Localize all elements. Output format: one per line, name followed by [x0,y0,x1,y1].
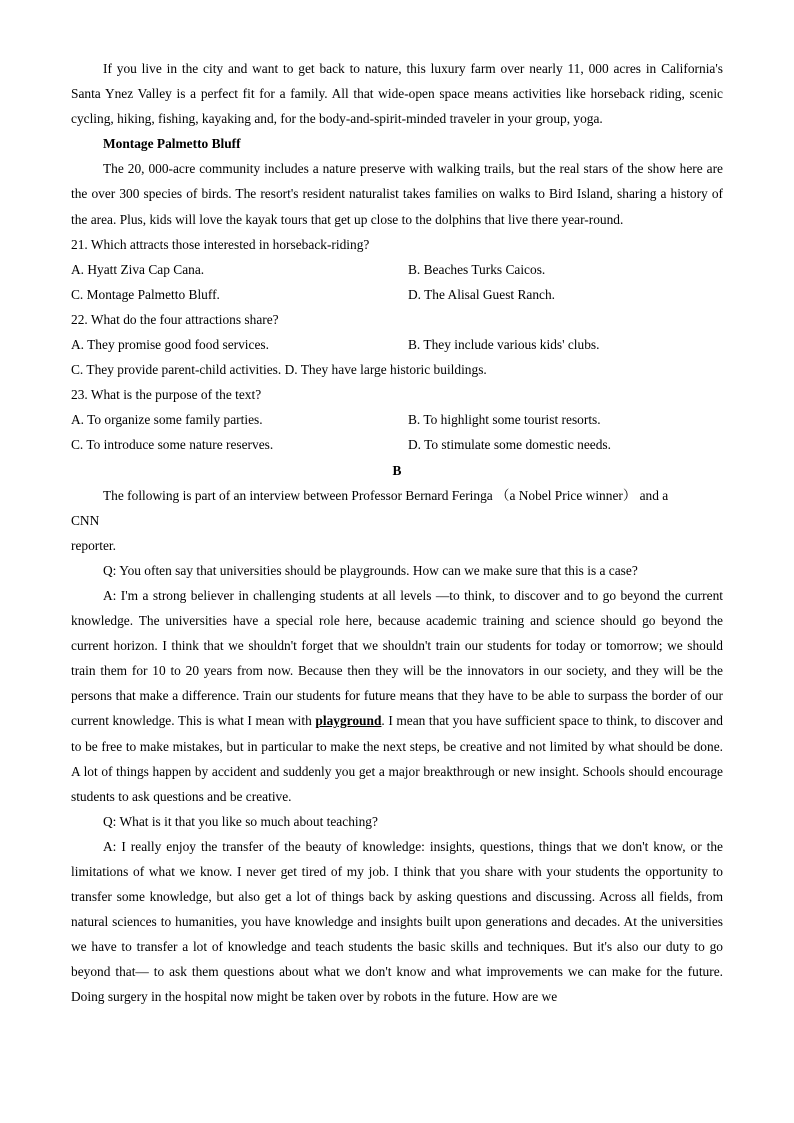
interview-answer-2: A: I really enjoy the transfer of the beauty of knowledge: insights, questions, things that we don't know, or the limitations of what we know. I never get tired of my job. I think that you share with your students the opportunity to transfer some knowledge, but also get a lot of things back by asking questions and discussing. Across all fields, from natural sciences to humanities, you have knowledge and insights built upon generations and decades. At the universities we have to transfer a lot of knowledge and teach students the basic skills and techniques. But it's also our duty to go beyond that— to ask them questions about what we don't know and what improvements we can make for the future. Doing surgery in the hospital now might be taken over by robots in the future. How are we [71,838,723,1005]
section-b-intro-line-1: The following is part of an interview between Professor Bernard Feringa （a Nobel Price winner） and a [103,487,669,503]
option-23-b[interactable]: B. To highlight some tourist resorts. [408,412,601,428]
option-22-b[interactable]: B. They include various kids' clubs. [408,337,600,353]
question-23-stem: 23. What is the purpose of the text? [71,387,262,403]
section-b-letter: B [392,462,402,478]
question-21-stem: 21. Which attracts those interested in horseback-riding? [71,236,370,252]
question-22-options-row-2[interactable]: C. They provide parent-child activities. D. They have large historic buildings. [71,362,487,378]
section-b-intro-line-2: CNN [71,512,100,528]
interview-question-2: Q: What is it that you like so much about teaching? [103,813,378,829]
option-23-c[interactable]: C. To introduce some nature reserves. [71,437,274,453]
question-21-options-row-2 [71,282,723,307]
interview-answer-1-part-1: A: I'm a strong believer in challenging students at all levels —to think, to discover and to go beyond the current knowledge. The universities have a special role here, because academic training and science should go beyond the current horizon. I think that we shouldn't forget that we shouldn't train our students for today or tomorrow; we should train them for 10 to 20 years from now. Because then they will be the innovators in our society, and they will be the persons that make a difference. Train our students for future means that they have to be able to surpass the border of our current knowledge. This is what I mean with [71,587,723,729]
interview-question-1: Q: You often say that universities should be playgrounds. How can we make sure that this is a case? [103,562,638,578]
option-21-c[interactable]: C. Montage Palmetto Bluff. [71,286,220,302]
keyword-playground: playground [315,713,382,729]
option-23-d[interactable]: D. To stimulate some domestic needs. [408,437,611,453]
question-23-options-row-1 [71,407,723,432]
question-22-options-row-1 [71,332,723,357]
paragraph-alisal-body: If you live in the city and want to get back to nature, this luxury farm over nearly 11, 000 acres in California's Santa Ynez Valley is a perfect fit for a family. All that wide-open space means activities like horseback riding, scenic cycling, hiking, fishing, kayaking and, for the body-and-spirit-minded traveler in your group, yoga. [71,61,723,127]
option-21-a[interactable]: A. Hyatt Ziva Cap Cana. [71,261,205,277]
option-21-d[interactable]: D. The Alisal Guest Ranch. [408,286,556,302]
paragraph-montage-body: The 20, 000-acre community includes a nature preserve with walking trails, but the real stars of the show here are the over 300 species of birds. The resort's resident naturalist takes families on walks to Bird Island, sharing a history of the area. Plus, kids will love the kayak tours that get up close to the dolphins that live there year-round. [71,161,723,227]
heading-montage-palmetto-bluff: Montage Palmetto Bluff [103,136,241,152]
question-21-options-row-1 [71,257,723,282]
section-b-intro-line-3: reporter. [71,537,116,553]
question-23-options-row-2 [71,432,723,457]
document-content [71,56,723,1010]
interview-answer-1 [71,583,723,809]
option-21-b[interactable]: B. Beaches Turks Caicos. [408,261,546,277]
option-23-a[interactable]: A. To organize some family parties. [71,412,263,428]
question-22-stem: 22. What do the four attractions share? [71,311,279,327]
option-22-a[interactable]: A. They promise good food services. [71,337,269,353]
interview-answer-1-part-2: . I mean that you have sufficient space to think, to discover and to be free to make mistakes, but in particular to make the next steps, be creative and not limited by what should be done. A lot of things happen by accident and suddenly you get a major breakthrough or new insight. Schools should encourage students to ask questions and be creative. [71,713,724,804]
